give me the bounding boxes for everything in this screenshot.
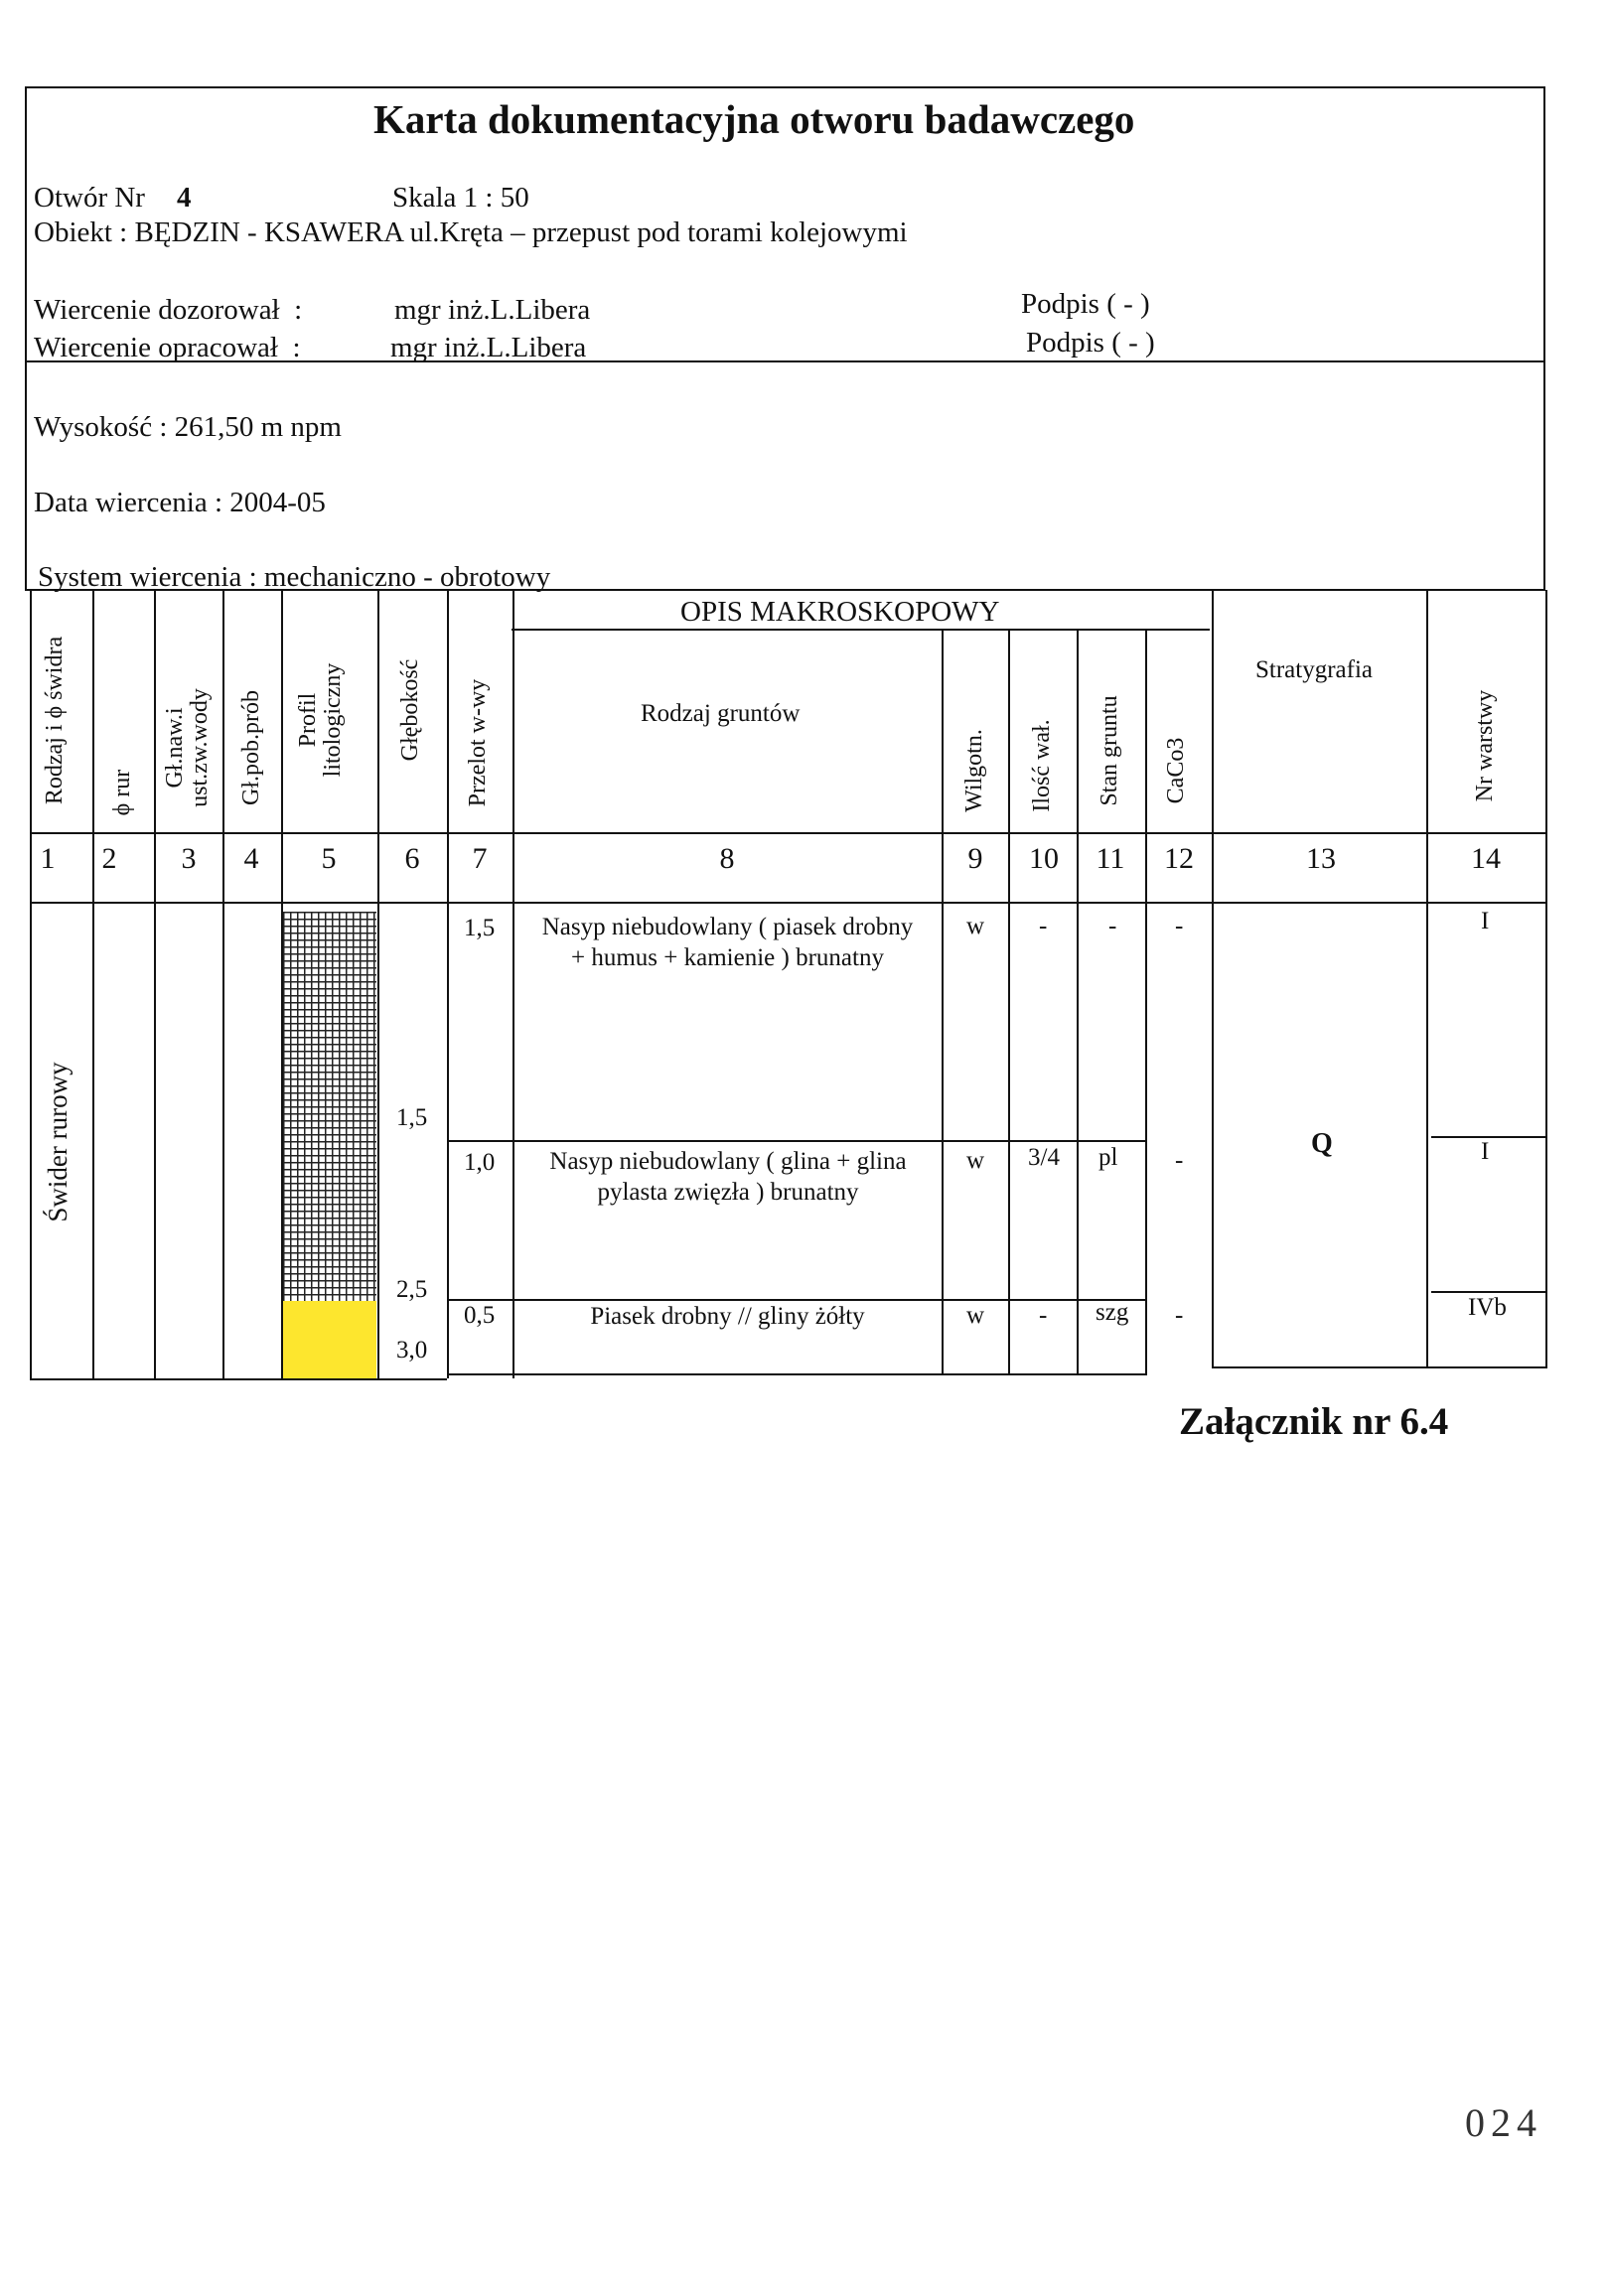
- author-label: Wiercenie opracował :: [34, 332, 301, 363]
- scale-label: Skala 1 : 50: [392, 182, 529, 214]
- header-moisture: Wilgotn.: [961, 729, 987, 812]
- interval-3: 0,5: [464, 1302, 496, 1329]
- header-drill-type: Rodzaj i ϕ świdra: [42, 636, 68, 805]
- colnum-6: 6: [404, 842, 420, 875]
- header-lithology-line1: Profil: [295, 692, 321, 748]
- header-soil-state: Stan gruntu: [1097, 695, 1122, 806]
- roll-count-3: -: [1039, 1302, 1048, 1329]
- caco3-2: -: [1175, 1147, 1184, 1174]
- col-line-12: [1212, 590, 1214, 1368]
- elevation-label: Wysokość : 261,50 m npm: [34, 411, 342, 443]
- drill-type-value: Świder rurowy: [43, 1062, 73, 1222]
- header-stratigraphy: Stratygrafia: [1255, 656, 1374, 683]
- soil-state-2: pl: [1098, 1144, 1118, 1171]
- page-title: Karta dokumentacyjna otworu badawczego: [373, 96, 1135, 142]
- layer-number-2: I: [1481, 1138, 1490, 1165]
- moisture-2: w: [966, 1147, 985, 1174]
- supervisor-signature: Podpis ( - ): [1021, 288, 1150, 320]
- soil-state-3: szg: [1096, 1299, 1129, 1326]
- colnum-7: 7: [472, 842, 488, 875]
- caco3-1: -: [1175, 913, 1184, 939]
- colnum-10: 10: [1029, 842, 1059, 875]
- colnum-5: 5: [321, 842, 337, 875]
- column-numbers-bottom: [30, 902, 1547, 904]
- header-sample-depth: Gł.pob.prób: [238, 690, 264, 805]
- table-bottom-mid: [447, 1373, 1147, 1375]
- layer-number-3: IVb: [1468, 1294, 1507, 1321]
- table-bottom-nr: [1431, 1366, 1547, 1368]
- header-soil-type: Rodzaj gruntów: [641, 700, 801, 727]
- col-line-0: [30, 590, 32, 1378]
- moisture-3: w: [966, 1302, 985, 1329]
- drilling-date-label: Data wiercenia : 2004-05: [34, 487, 326, 518]
- header-water-table-line2: ust.zw.wody: [187, 688, 214, 807]
- soil-description-3: Piasek drobny // gliny żółty: [590, 1303, 865, 1330]
- header-pipe-diameter: ϕ rur: [109, 769, 135, 816]
- layer-1-bottom: [447, 1140, 1147, 1142]
- colnum-2: 2: [101, 842, 117, 875]
- header-water-table-line1: Gł.naw.i: [162, 707, 188, 789]
- frame-top: [25, 86, 1545, 88]
- opis-makroskopowy-header: OPIS MAKROSKOPOWY: [680, 596, 1000, 628]
- depth-1: 1,5: [396, 1104, 428, 1131]
- soil-description-1: Nasyp niebudowlany ( piasek drobny + humus + kamienie ) brunatny: [541, 914, 914, 972]
- object-label: Obiekt : BĘDZIN - KSAWERA ul.Kręta – przepust pod torami kolejowymi: [34, 216, 908, 248]
- stratigraphy-value: Q: [1311, 1128, 1333, 1159]
- page-number: 024: [1465, 2100, 1542, 2145]
- soil-state-1: -: [1108, 913, 1117, 939]
- supervisor-label: Wiercenie dozorował :: [34, 294, 303, 326]
- attachment-label: Załącznik nr 6.4: [1179, 1400, 1449, 1443]
- colnum-8: 8: [719, 842, 735, 875]
- colnum-1: 1: [40, 842, 56, 875]
- colnum-3: 3: [181, 842, 197, 875]
- lithology-fill-sand: [283, 1301, 376, 1378]
- depth-2: 2,5: [396, 1276, 428, 1303]
- col-line-10: [1077, 629, 1079, 1375]
- col-line-5: [377, 590, 379, 1378]
- col-line-14: [1545, 590, 1547, 1368]
- frame-left: [25, 86, 27, 590]
- col-line-3: [222, 590, 224, 1378]
- caco3-3: -: [1175, 1302, 1184, 1329]
- col-line-8: [942, 629, 944, 1375]
- colnum-9: 9: [967, 842, 983, 875]
- header-lithology-profile: [296, 646, 346, 794]
- colnum-13: 13: [1306, 842, 1336, 875]
- col-line-11: [1145, 629, 1147, 1375]
- roll-count-2: 3/4: [1028, 1144, 1060, 1171]
- col-line-9: [1008, 629, 1010, 1375]
- col-line-1: [92, 590, 94, 1378]
- author-signature: Podpis ( - ): [1026, 327, 1155, 359]
- layer-2-bottom-nr: [1431, 1291, 1547, 1293]
- layer-1-bottom-nr: [1431, 1136, 1547, 1138]
- header-depth: Głębokość: [397, 658, 423, 762]
- opis-header-line: [512, 629, 1210, 631]
- supervisor-name: mgr inż.L.Libera: [394, 294, 591, 326]
- lithology-fill-nasyp: [283, 912, 376, 1301]
- col-line-6: [447, 590, 449, 1378]
- roll-count-1: -: [1039, 913, 1048, 939]
- table-bottom-strat: [1214, 1366, 1432, 1368]
- moisture-1: w: [966, 913, 985, 939]
- soil-description-2: Nasyp niebudowlany ( glina + glina pylasta zwięzła ) brunatny: [549, 1148, 907, 1207]
- col-line-2: [154, 590, 156, 1378]
- colnum-12: 12: [1164, 842, 1194, 875]
- table-bottom-left: [30, 1378, 447, 1380]
- interval-1: 1,5: [464, 915, 496, 941]
- col-line-7: [512, 590, 514, 1378]
- frame-right: [1543, 86, 1545, 590]
- colnum-11: 11: [1096, 842, 1125, 875]
- layer-number-1: I: [1481, 908, 1490, 934]
- header-roll-count: Ilość wał.: [1029, 719, 1055, 812]
- otwor-number: 4: [177, 182, 192, 214]
- header-water-table: [163, 673, 213, 822]
- drilling-system-label: System wiercenia : mechaniczno - obrotowy: [38, 561, 551, 593]
- header-lithology-line2: litologiczny: [320, 662, 347, 778]
- author-name: mgr inż.L.Libera: [390, 332, 587, 363]
- header-layer-number: Nr warstwy: [1472, 689, 1498, 802]
- interval-2: 1,0: [464, 1149, 496, 1176]
- colnum-4: 4: [243, 842, 259, 875]
- header-caco3: CaCo3: [1163, 737, 1189, 804]
- otwor-label: Otwór Nr: [34, 182, 145, 214]
- colnum-14: 14: [1471, 842, 1501, 875]
- depth-3: 3,0: [396, 1337, 428, 1363]
- col-line-13: [1426, 590, 1428, 1368]
- column-numbers-top: [30, 832, 1547, 834]
- header-interval: Przelot w-wy: [465, 678, 491, 807]
